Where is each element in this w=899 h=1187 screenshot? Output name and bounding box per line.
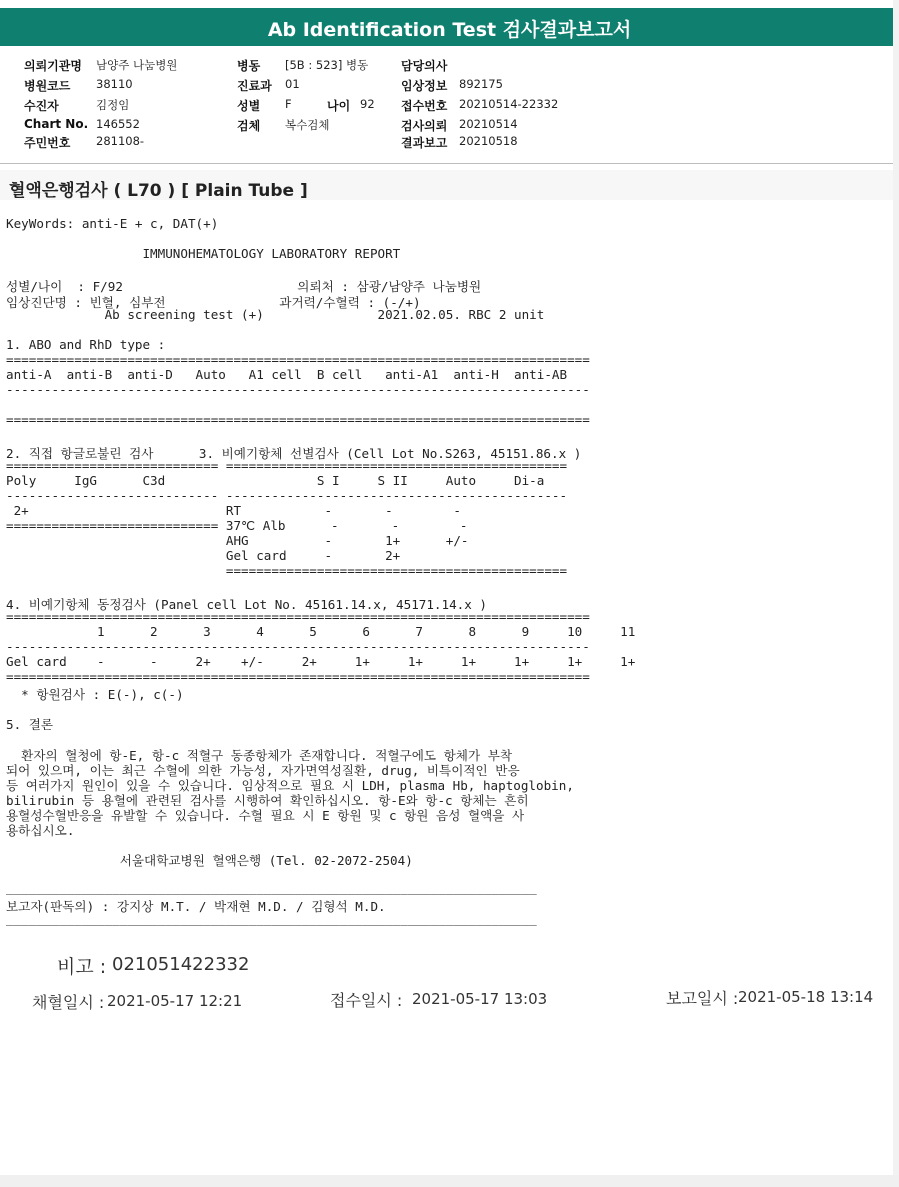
age-label: 나이 xyxy=(327,99,351,113)
report-line: Ab screening test (+) 2021.02.05. RBC 2 unit xyxy=(6,306,545,322)
report-line: ============================================================================= xyxy=(6,608,590,624)
header-label: 주민번호 xyxy=(24,136,71,150)
report-line: * 항원검사 : E(-), c(-) xyxy=(6,687,184,703)
report-line: ----------------------------------------------------------------------------- xyxy=(6,382,590,398)
report-line: 용하십시오. xyxy=(6,823,75,838)
report-line: ============================ ============================================= xyxy=(6,457,568,473)
report-line: anti-A anti-B anti-D Auto A1 cell B cell anti-A1 anti-H anti-AB xyxy=(6,367,568,382)
collect-value: 2021-05-17 12:21 xyxy=(107,992,243,1010)
header-label: 진료과 xyxy=(237,79,272,93)
report-line: IMMUNOHEMATOLOGY LABORATORY REPORT xyxy=(6,246,401,262)
report-line: bilirubin 등 용혈에 관련된 검사를 시행하여 확인하십시오. 항-E와 항-c 항체는 흔히 xyxy=(6,792,529,808)
report-line: 임상진단명 : 빈혈, 심부전 과거력/수혈력 : (-/+) xyxy=(6,294,421,310)
header-value: 20210514 xyxy=(459,117,518,131)
header-label: 의뢰기관명 xyxy=(24,59,82,73)
header-label: Chart No. xyxy=(24,117,89,131)
header-label: 수진자 xyxy=(24,99,59,113)
report-label: 보고일시 : xyxy=(666,989,739,1008)
vertical-scrollbar[interactable] xyxy=(893,0,899,1187)
report-line: 2. 직접 항글로불린 검사 3. 비예기항체 선별검사 (Cell Lot No.S263, 45151.86.x ) xyxy=(6,445,582,461)
report-line: ============================ 37℃ Alb - - - xyxy=(6,518,468,533)
report-line: Gel card - 2+ xyxy=(6,548,401,564)
report-line: AHG - 1+ +/- xyxy=(6,533,469,549)
report-line: 2+ RT - - - xyxy=(6,502,461,518)
report-line: 보고자(판독의) : 강지상 M.T. / 박재현 M.D. / 김형석 M.D. xyxy=(6,898,386,914)
header-value: 892175 xyxy=(459,77,503,91)
report-line: 환자의 혈청에 항-E, 항-c 적혈구 동종항체가 존재합니다. 적혈구에도 항체가 부착 xyxy=(6,747,513,763)
report-title: Ab Identification Test 검사결과보고서 xyxy=(267,19,632,41)
receive-label: 접수일시 : xyxy=(330,991,403,1010)
header-divider xyxy=(0,163,899,164)
report-line: ============================================= xyxy=(6,563,568,579)
report-line: ______________________________________________________________________ xyxy=(6,880,537,896)
bigo-label: 비고 : xyxy=(57,956,107,978)
bigo-value: 021051422332 xyxy=(112,954,250,975)
header-label: 검사의뢰 xyxy=(401,119,448,133)
header-label: 접수번호 xyxy=(401,99,448,113)
report-line: Gel card - - 2+ +/- 2+ 1+ 1+ 1+ 1+ 1+ 1+ xyxy=(6,653,636,669)
header-value: 146552 xyxy=(96,117,140,131)
report-line: ============================================================================= xyxy=(6,351,590,367)
header-value: 38110 xyxy=(96,77,133,91)
report-line: ______________________________________________________________________ xyxy=(6,910,537,926)
header-label: 검체 xyxy=(237,119,261,133)
report-line: 서울대학교병원 혈액은행 (Tel. 02-2072-2504) xyxy=(6,853,413,869)
header-label: 병원코드 xyxy=(24,79,71,93)
header-value: [5B : 523] 병동 xyxy=(285,58,369,72)
header-label: 임상정보 xyxy=(401,79,448,93)
report-line: 되어 있으며, 이는 최근 수혈에 의한 가능성, 자가면역성질환, drug, 비특이적인 반응 xyxy=(6,762,520,778)
header-value: 김정임 xyxy=(96,98,130,112)
header-value: 20210514-22332 xyxy=(459,97,559,111)
report-line: Poly IgG C3d S I S II Auto Di-a xyxy=(6,472,545,488)
horizontal-scrollbar[interactable] xyxy=(0,1175,899,1187)
section-title: 혈액은행검사 ( L70 ) [ Plain Tube ] xyxy=(9,181,308,201)
report-value: 2021-05-18 13:14 xyxy=(738,988,874,1006)
receive-value: 2021-05-17 13:03 xyxy=(412,990,548,1008)
report-line: 4. 비예기항체 동정검사 (Panel cell Lot No. 45161.14.x, 45171.14.x ) xyxy=(6,596,488,612)
report-line: 1 2 3 4 5 6 7 8 9 10 11 xyxy=(6,623,636,639)
age-value: 92 xyxy=(360,97,375,111)
header-label: 결과보고 xyxy=(401,136,448,150)
header-label: 병동 xyxy=(237,59,261,73)
report-line: 용혈성수혈반응을 유발할 수 있습니다. 수혈 필요 시 E 항원 및 c 항원 음성 혈액을 사 xyxy=(6,807,525,823)
report-line: 등 여러가지 원인이 있을 수 있습니다. 임상적으로 필요 시 LDH, plasma Hb, haptoglobin, xyxy=(6,777,574,793)
header-value: 01 xyxy=(285,77,300,91)
report-line: ---------------------------- --------------------------------------------- xyxy=(6,487,568,503)
report-line: 5. 결론 xyxy=(6,717,54,733)
collect-label: 채혈일시 : xyxy=(32,993,105,1012)
header-value: F xyxy=(285,97,292,111)
report-line: 1. ABO and RhD type : xyxy=(6,336,166,352)
report-line: ----------------------------------------------------------------------------- xyxy=(6,638,590,654)
report-line: ============================================================================= xyxy=(6,669,590,684)
report-line: ============================================================================= xyxy=(6,412,590,428)
header-label: 성별 xyxy=(237,99,261,113)
header-label: 담당의사 xyxy=(401,59,448,73)
report-line: KeyWords: anti-E + c, DAT(+) xyxy=(6,216,219,231)
report-line: 성별/나이 : F/92 의뢰처 : 삼광/남양주 나눔병원 xyxy=(6,279,482,295)
header-value: 281108- xyxy=(96,134,145,148)
header-value: 남양주 나눔병원 xyxy=(96,58,178,72)
header-value: 20210518 xyxy=(459,134,518,148)
header-value: 복수검체 xyxy=(285,118,330,132)
